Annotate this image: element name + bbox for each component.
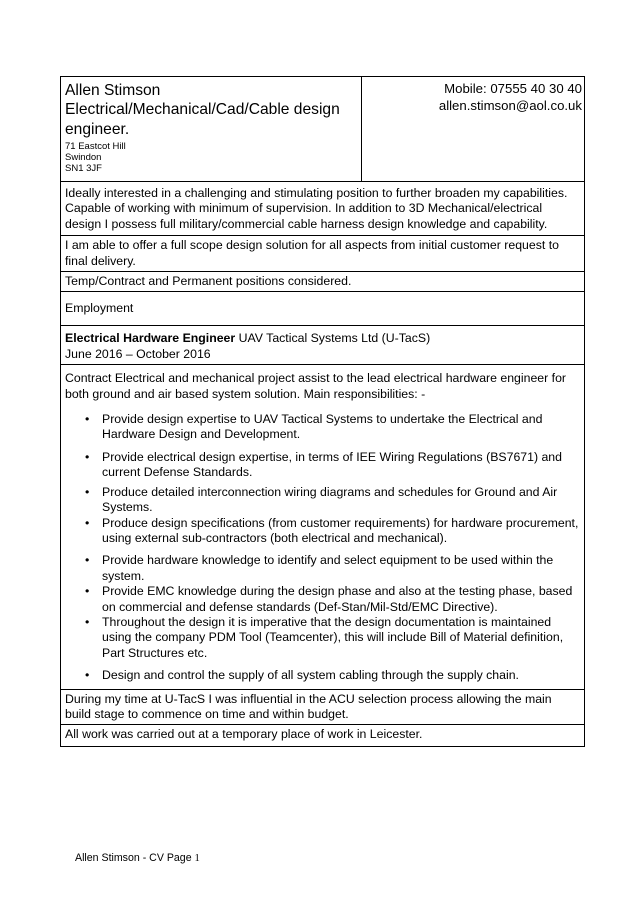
list-item: • Design and control the supply of all system cabling through the supply chain. (85, 668, 519, 683)
candidate-name: Allen Stimson (65, 82, 161, 99)
job-intro: Contract Electrical and mechanical project assist to the lead electrical hardware engineer for both ground and air based system solution. Main responsibilities: - (65, 371, 567, 401)
job-company: UAV Tactical Systems Ltd (U-TacS) (235, 331, 431, 346)
footer-label: Allen Stimson - CV Page (75, 852, 195, 864)
address (65, 141, 358, 174)
job-heading (61, 325, 584, 364)
list-item: • Provide design expertise to UAV Tactical Systems to undertake the Electrical and Hardware Design and Development. (85, 412, 543, 442)
bullet-icon: • (85, 484, 90, 499)
profile-section (61, 181, 584, 235)
job-outro (61, 689, 584, 725)
list-item: • Throughout the design it is imperative that the design documentation is maintained using the company PDM Tool (Teamcenter), this will include Bill of Material definition, Part Structures etc. (85, 614, 564, 660)
list-item: • Provide EMC knowledge during the design phase and also at the testing phase, based on commercial and defense standards (Def-Stan/Mil-Std/EMC Directive). (85, 584, 573, 614)
profile-section (61, 235, 584, 271)
job-dates: June 2016 – October 2016 (65, 346, 211, 361)
job-outro (61, 724, 584, 745)
page-number: 1 (194, 853, 200, 864)
job-role: Electrical Hardware Engineer (65, 331, 236, 346)
bullet-icon: • (85, 614, 90, 629)
email-address: allen.stimson@aol.co.uk (438, 98, 582, 113)
employment-heading (61, 291, 584, 325)
address-line: 71 Eastcot Hill (65, 141, 126, 152)
bullet-icon: • (85, 668, 90, 683)
profile-paragraph: I am able to offer a full scope design solution for all aspects from initial customer request to final delivery. (65, 238, 559, 268)
job-outro-paragraph: During my time at U-TacS I was influential in the ACU selection process allowing the main build stage to commence on time and within budget. (65, 691, 552, 721)
address-line: Swindon (65, 152, 102, 163)
list-item: • Produce detailed interconnection wiring diagrams and schedules for Ground and Air Systems. (85, 484, 558, 515)
bullet-icon: • (85, 553, 90, 568)
profile-section (61, 271, 584, 291)
page-footer (75, 852, 200, 865)
contact-right (362, 77, 584, 181)
address-line: SN1 3JF (65, 163, 102, 174)
profile-paragraph: Temp/Contract and Permanent positions considered. (65, 274, 352, 289)
contact-left (61, 77, 362, 181)
list-item: • Provide electrical design expertise, in terms of IEE Wiring Regulations (BS7671) and current Defense Standards. (85, 449, 562, 480)
job-outro-paragraph: All work was carried out at a temporary place of work in Leicester. (65, 727, 423, 742)
bullet-icon: • (85, 412, 90, 427)
mobile-number: Mobile: 07555 40 30 40 (444, 81, 582, 96)
profile-paragraph: Ideally interested in a challenging and stimulating position to further broaden my capabilities. Capable of working with minimum of supervision. In addition to 3D Mechanical/electrical design I possess full military/commercial cable harness design knowledge and capability. (65, 186, 568, 231)
candidate-title: Electrical/Mechanical/Cad/Cable design engineer. (65, 101, 340, 138)
bullet-icon: • (85, 449, 90, 464)
bullet-icon: • (85, 584, 90, 599)
cv-document (60, 76, 585, 747)
section-heading: Employment (65, 301, 134, 316)
list-item: • Produce design specifications (from customer requirements) for hardware procurement, using external sub-contractors (both electrical and mechanical). (85, 515, 579, 545)
bullet-icon: • (85, 515, 90, 530)
cv-header (61, 77, 584, 181)
list-item: • Provide hardware knowledge to identify and select equipment to be used within the system. (85, 553, 554, 583)
job-details (61, 364, 584, 688)
responsibility-list (65, 412, 580, 684)
